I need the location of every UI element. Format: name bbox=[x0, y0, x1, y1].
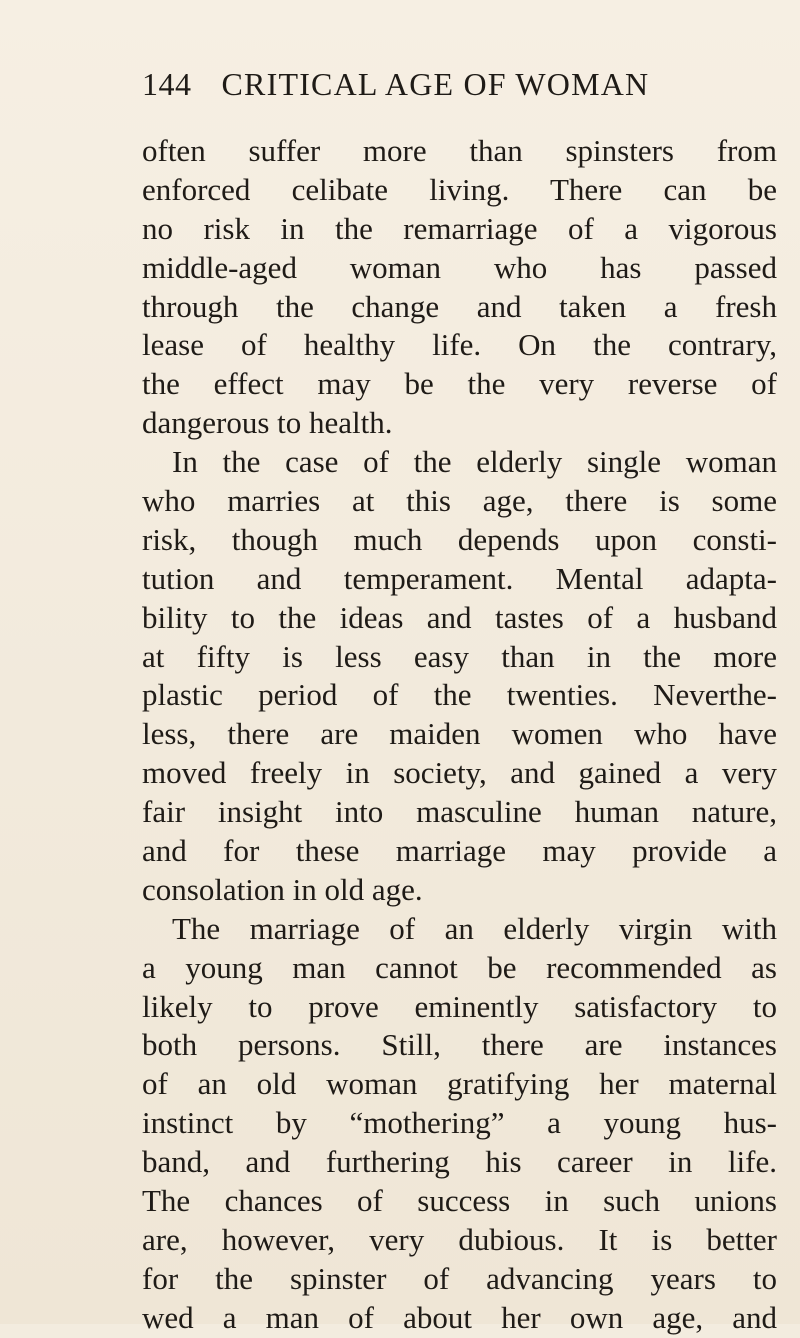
text-line: a young man cannot be recommended as bbox=[142, 949, 777, 985]
text-line: In the case of the elderly single woman bbox=[172, 444, 777, 480]
text-line: lease of healthy life. On the contrary, bbox=[142, 327, 777, 363]
running-head bbox=[142, 66, 762, 110]
text-line: plastic period of the twenties. Neverthe- bbox=[142, 677, 777, 713]
text-line: and for these marriage may provide a bbox=[142, 833, 777, 869]
text-line: moved freely in society, and gained a very bbox=[142, 755, 777, 791]
text-line: for the spinster of advancing years to bbox=[142, 1260, 777, 1296]
text-line: who marries at this age, there is some bbox=[142, 483, 777, 519]
text-line: risk, though much depends upon consti- bbox=[142, 521, 777, 557]
page-number: 144 bbox=[142, 66, 192, 102]
text-line: enforced celibate living. There can be bbox=[142, 171, 777, 207]
text-line: the effect may be the very reverse of bbox=[142, 366, 777, 402]
text-line: are, however, very dubious. It is better bbox=[142, 1221, 777, 1257]
body-text bbox=[142, 132, 777, 1338]
text-line: likely to prove eminently satisfactory to bbox=[142, 988, 777, 1024]
text-line: instinct by “mothering” a young hus- bbox=[142, 1105, 777, 1141]
text-line: bility to the ideas and tastes of a husband bbox=[142, 599, 777, 635]
text-line: tution and temperament. Mental adapta- bbox=[142, 560, 777, 596]
text-line: of an old woman gratifying her maternal bbox=[142, 1066, 777, 1102]
text-line: The marriage of an elderly virgin with bbox=[172, 910, 777, 946]
text-line: both persons. Still, there are instances bbox=[142, 1027, 777, 1063]
text-line: at fifty is less easy than in the more bbox=[142, 638, 777, 674]
running-title: CRITICAL AGE OF WOMAN bbox=[221, 66, 650, 102]
text-line: The chances of success in such unions bbox=[142, 1183, 777, 1219]
text-line: less, there are maiden women who have bbox=[142, 716, 777, 752]
text-line: dangerous to health. bbox=[142, 405, 393, 441]
text-line: band, and furthering his career in life. bbox=[142, 1144, 777, 1180]
text-line: wed a man of about her own age, and bbox=[142, 1299, 777, 1335]
text-line: fair insight into masculine human nature, bbox=[142, 794, 777, 830]
text-line: often suffer more than spinsters from bbox=[142, 133, 777, 168]
text-line: middle-aged woman who has passed bbox=[142, 249, 777, 285]
text-line: no risk in the remarriage of a vigorous bbox=[142, 210, 777, 246]
text-line: through the change and taken a fresh bbox=[142, 288, 777, 324]
text-line: consolation in old age. bbox=[142, 871, 423, 907]
